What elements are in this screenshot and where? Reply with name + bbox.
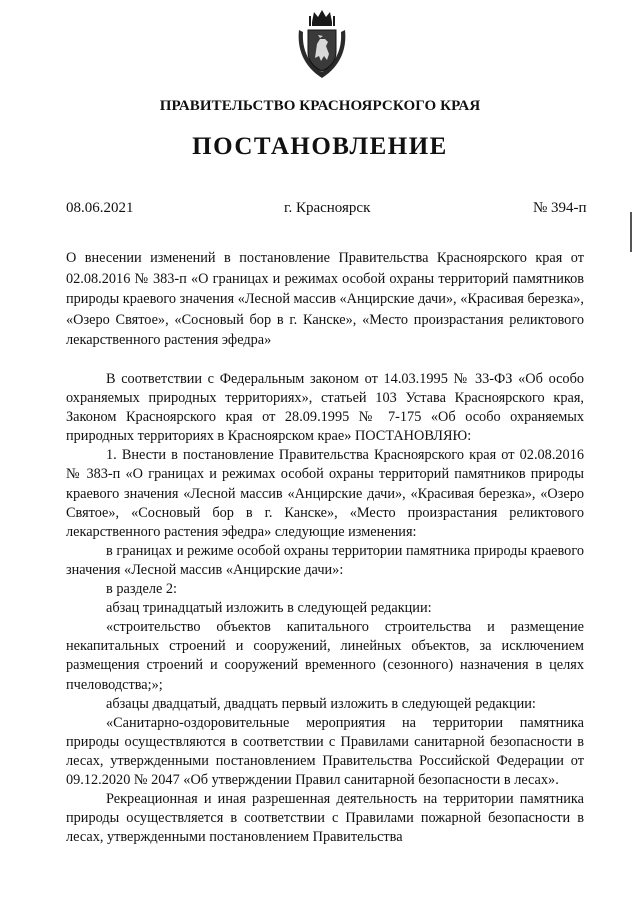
document-number: № 394-п — [533, 200, 587, 216]
body-paragraph: «строительство объектов капитального строительства и размещение некапитальных строений и сооружений, линейных объектов, за исключением размещения строений и сооружений временного (сезонного) назначения в целях пчеловодства;»; — [66, 619, 584, 693]
document-body — [66, 370, 584, 847]
document-type: ПОСТАНОВЛЕНИЕ — [192, 133, 448, 160]
document-title: О внесении изменений в постановление Правительства Красноярского края от 02.08.2016 № 383-п «О границах и режимах особой охраны территорий памятников природы краевого значения «Лесной массив «Анцирские дачи», «Красивая березка», «Озеро Святое», «Сосновый бор в г. Канске», «Место произрастания реликтового лекарственного растения эфедра» — [66, 250, 584, 348]
government-name: ПРАВИТЕЛЬСТВО КРАСНОЯРСКОГО КРАЯ — [159, 98, 481, 114]
krasnoyarsk-coat-of-arms-icon — [295, 8, 349, 80]
body-paragraph: Рекреационная и иная разрешенная деятельность на территории памятника природы осуществляется в соответствии с Правилами пожарной безопасности в лесах, утвержденными постановлением Правительства — [66, 791, 584, 846]
body-paragraph: абзац тринадцатый изложить в следующей редакции: — [106, 600, 432, 617]
body-paragraph: в разделе 2: — [106, 581, 178, 598]
document-city: г. Красноярск — [284, 200, 371, 216]
body-paragraph: «Санитарно-оздоровительные мероприятия на территории памятника природы осуществляются в соответствии с Правилами санитарной безопасности в лесах, утвержденными постановлением Правительства Российской Федерации от 09.12.2020 № 2047 «Об утверждении Правил санитарной безопасности в лесах». — [66, 714, 584, 788]
preamble-paragraph: В соответствии с Федеральным законом от 14.03.1995 № 33-ФЗ «Об особо охраняемых природных территориях», статьей 103 Устава Красноярского края, Законом Красноярского края от 28.09.1995 № 7-175 «Об особо охраняемых природных территориях в Красноярском крае» ПОСТАНОВЛЯЮ: — [66, 371, 584, 445]
scan-artifact — [630, 212, 632, 252]
body-paragraph: абзацы двадцатый, двадцать первый изложить в следующей редакции: — [106, 695, 536, 712]
item-paragraph: 1. Внести в постановление Правительства Красноярского края от 02.08.2016 № 383-п «О границах и режимах особой охраны территорий памятников природы краевого значения «Лесной массив «Анцирские дачи», «Красивая березка», «Озеро Святое», «Сосновый бор в г. Канске», «Место произрастания реликтового лекарственного растения эфедра» следующие изменения: — [66, 447, 584, 540]
body-paragraph: в границах и режиме особой охраны территории памятника природы краевого значения «Лесной массив «Анцирские дачи»: — [66, 542, 584, 578]
document-date: 08.06.2021 — [66, 200, 134, 216]
